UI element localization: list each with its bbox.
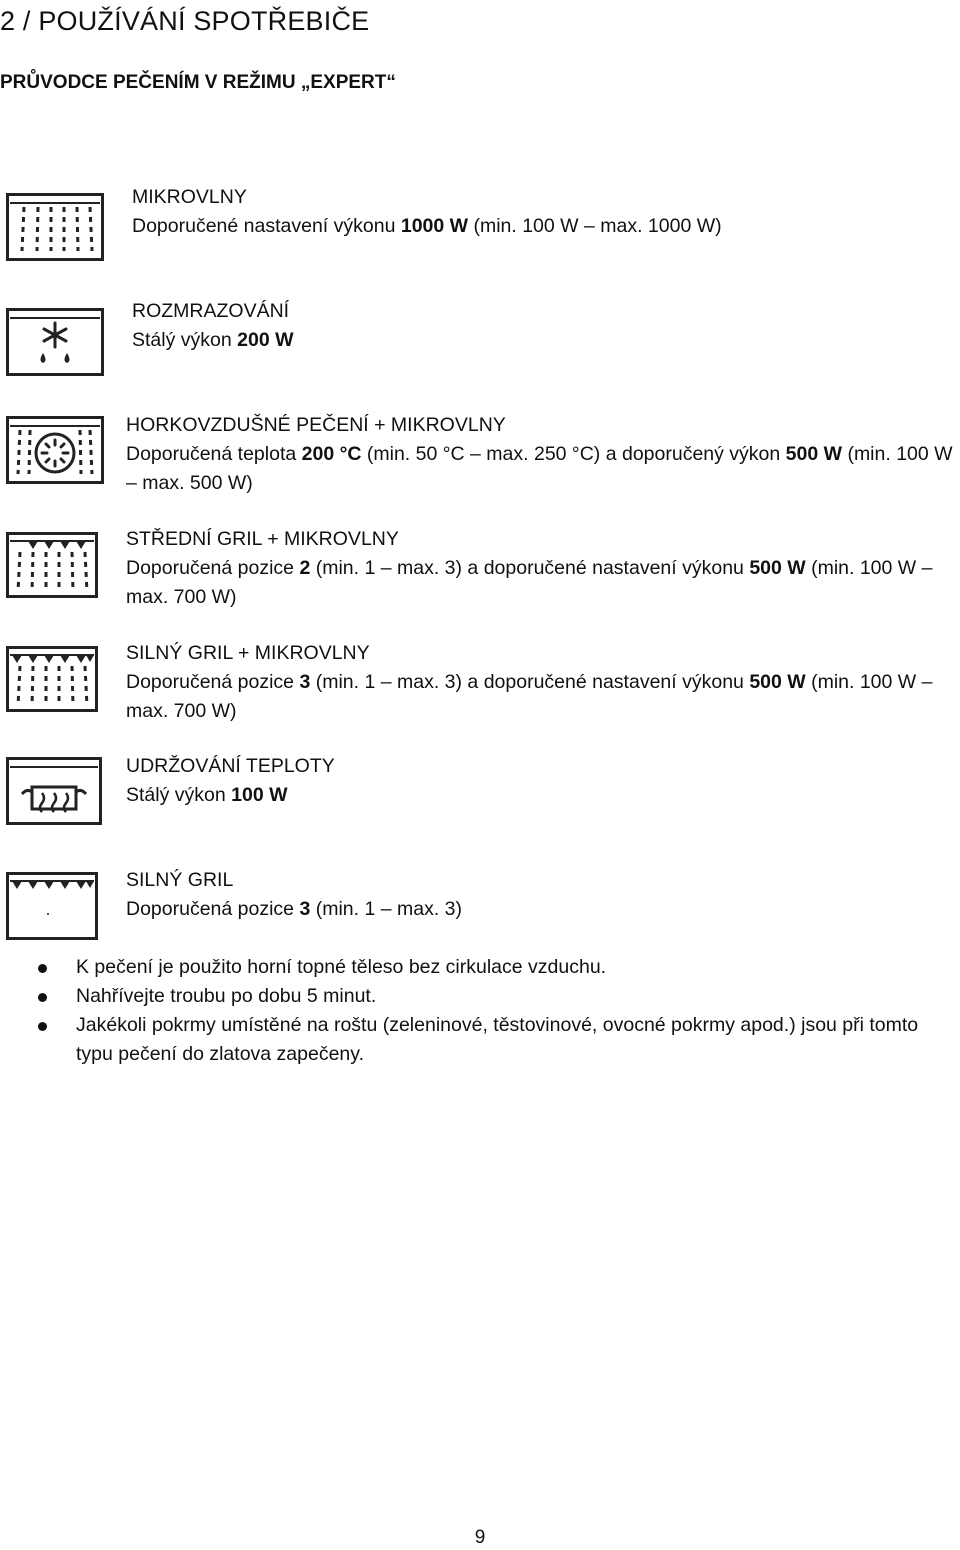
mode-defrost <box>132 297 294 355</box>
strong-grill-icon <box>6 872 98 940</box>
mode-strong-grill-microwave <box>126 639 960 726</box>
bullet-icon <box>38 1022 47 1031</box>
fan-microwave-icon <box>6 416 104 484</box>
mode-description: Stálý výkon 100 W <box>126 784 288 806</box>
mode-medium-grill-microwave <box>126 525 960 612</box>
mode-description: Doporučená pozice 2 (min. 1 – max. 3) a doporučené nastavení výkonu 500 W (min. 100 W – max. 700 W) <box>126 557 933 608</box>
list-item: Nahřívejte troubu po dobu 5 minut. <box>0 982 960 1011</box>
mode-name: UDRŽOVÁNÍ TEPLOTY <box>126 755 335 777</box>
mode-name: MIKROVLNY <box>132 186 247 208</box>
list-item: K pečení je použito horní topné těleso bez cirkulace vzduchu. <box>0 953 960 982</box>
bullet-icon <box>38 993 47 1002</box>
mode-name: ROZMRAZOVÁNÍ <box>132 300 290 322</box>
list-item: Jakékoli pokrmy umístěné na roštu (zeleninové, těstovinové, ovocné pokrmy apod.) jsou při tomto typu pečení do zlatova zapečeny. <box>0 1011 960 1069</box>
strong-grill-microwave-icon <box>6 646 98 712</box>
mode-keep-warm <box>126 752 335 810</box>
mode-microwave <box>132 183 722 241</box>
mode-fan-microwave <box>126 411 956 498</box>
section-subtitle: PRŮVODCE PEČENÍM V REŽIMU „EXPERT“ <box>0 72 396 93</box>
notes-list <box>0 953 960 1069</box>
mode-description: Doporučené nastavení výkonu 1000 W (min. 100 W – max. 1000 W) <box>132 215 722 237</box>
mode-strong-grill <box>126 866 462 924</box>
medium-grill-microwave-icon <box>6 532 98 598</box>
mode-name: STŘEDNÍ GRIL + MIKROVLNY <box>126 528 399 550</box>
mode-description: Doporučená teplota 200 °C (min. 50 °C – max. 250 °C) a doporučený výkon 500 W (min. 100 W – max. 500 W) <box>126 443 953 494</box>
keep-warm-icon <box>6 757 102 825</box>
page-number: 9 <box>474 1527 486 1548</box>
mode-name: SILNÝ GRIL <box>126 869 234 891</box>
bullet-icon <box>38 964 47 973</box>
microwave-icon <box>6 193 104 261</box>
mode-description: Stálý výkon 200 W <box>132 329 294 351</box>
defrost-icon <box>6 308 104 376</box>
mode-name: SILNÝ GRIL + MIKROVLNY <box>126 642 370 664</box>
mode-description: Doporučená pozice 3 (min. 1 – max. 3) a doporučené nastavení výkonu 500 W (min. 100 W – max. 700 W) <box>126 671 933 722</box>
mode-name: HORKOVZDUŠNÉ PEČENÍ + MIKROVLNY <box>126 414 506 436</box>
page-title: 2 / POUŽÍVÁNÍ SPOTŘEBIČE <box>0 6 370 36</box>
mode-description: Doporučená pozice 3 (min. 1 – max. 3) <box>126 898 463 920</box>
